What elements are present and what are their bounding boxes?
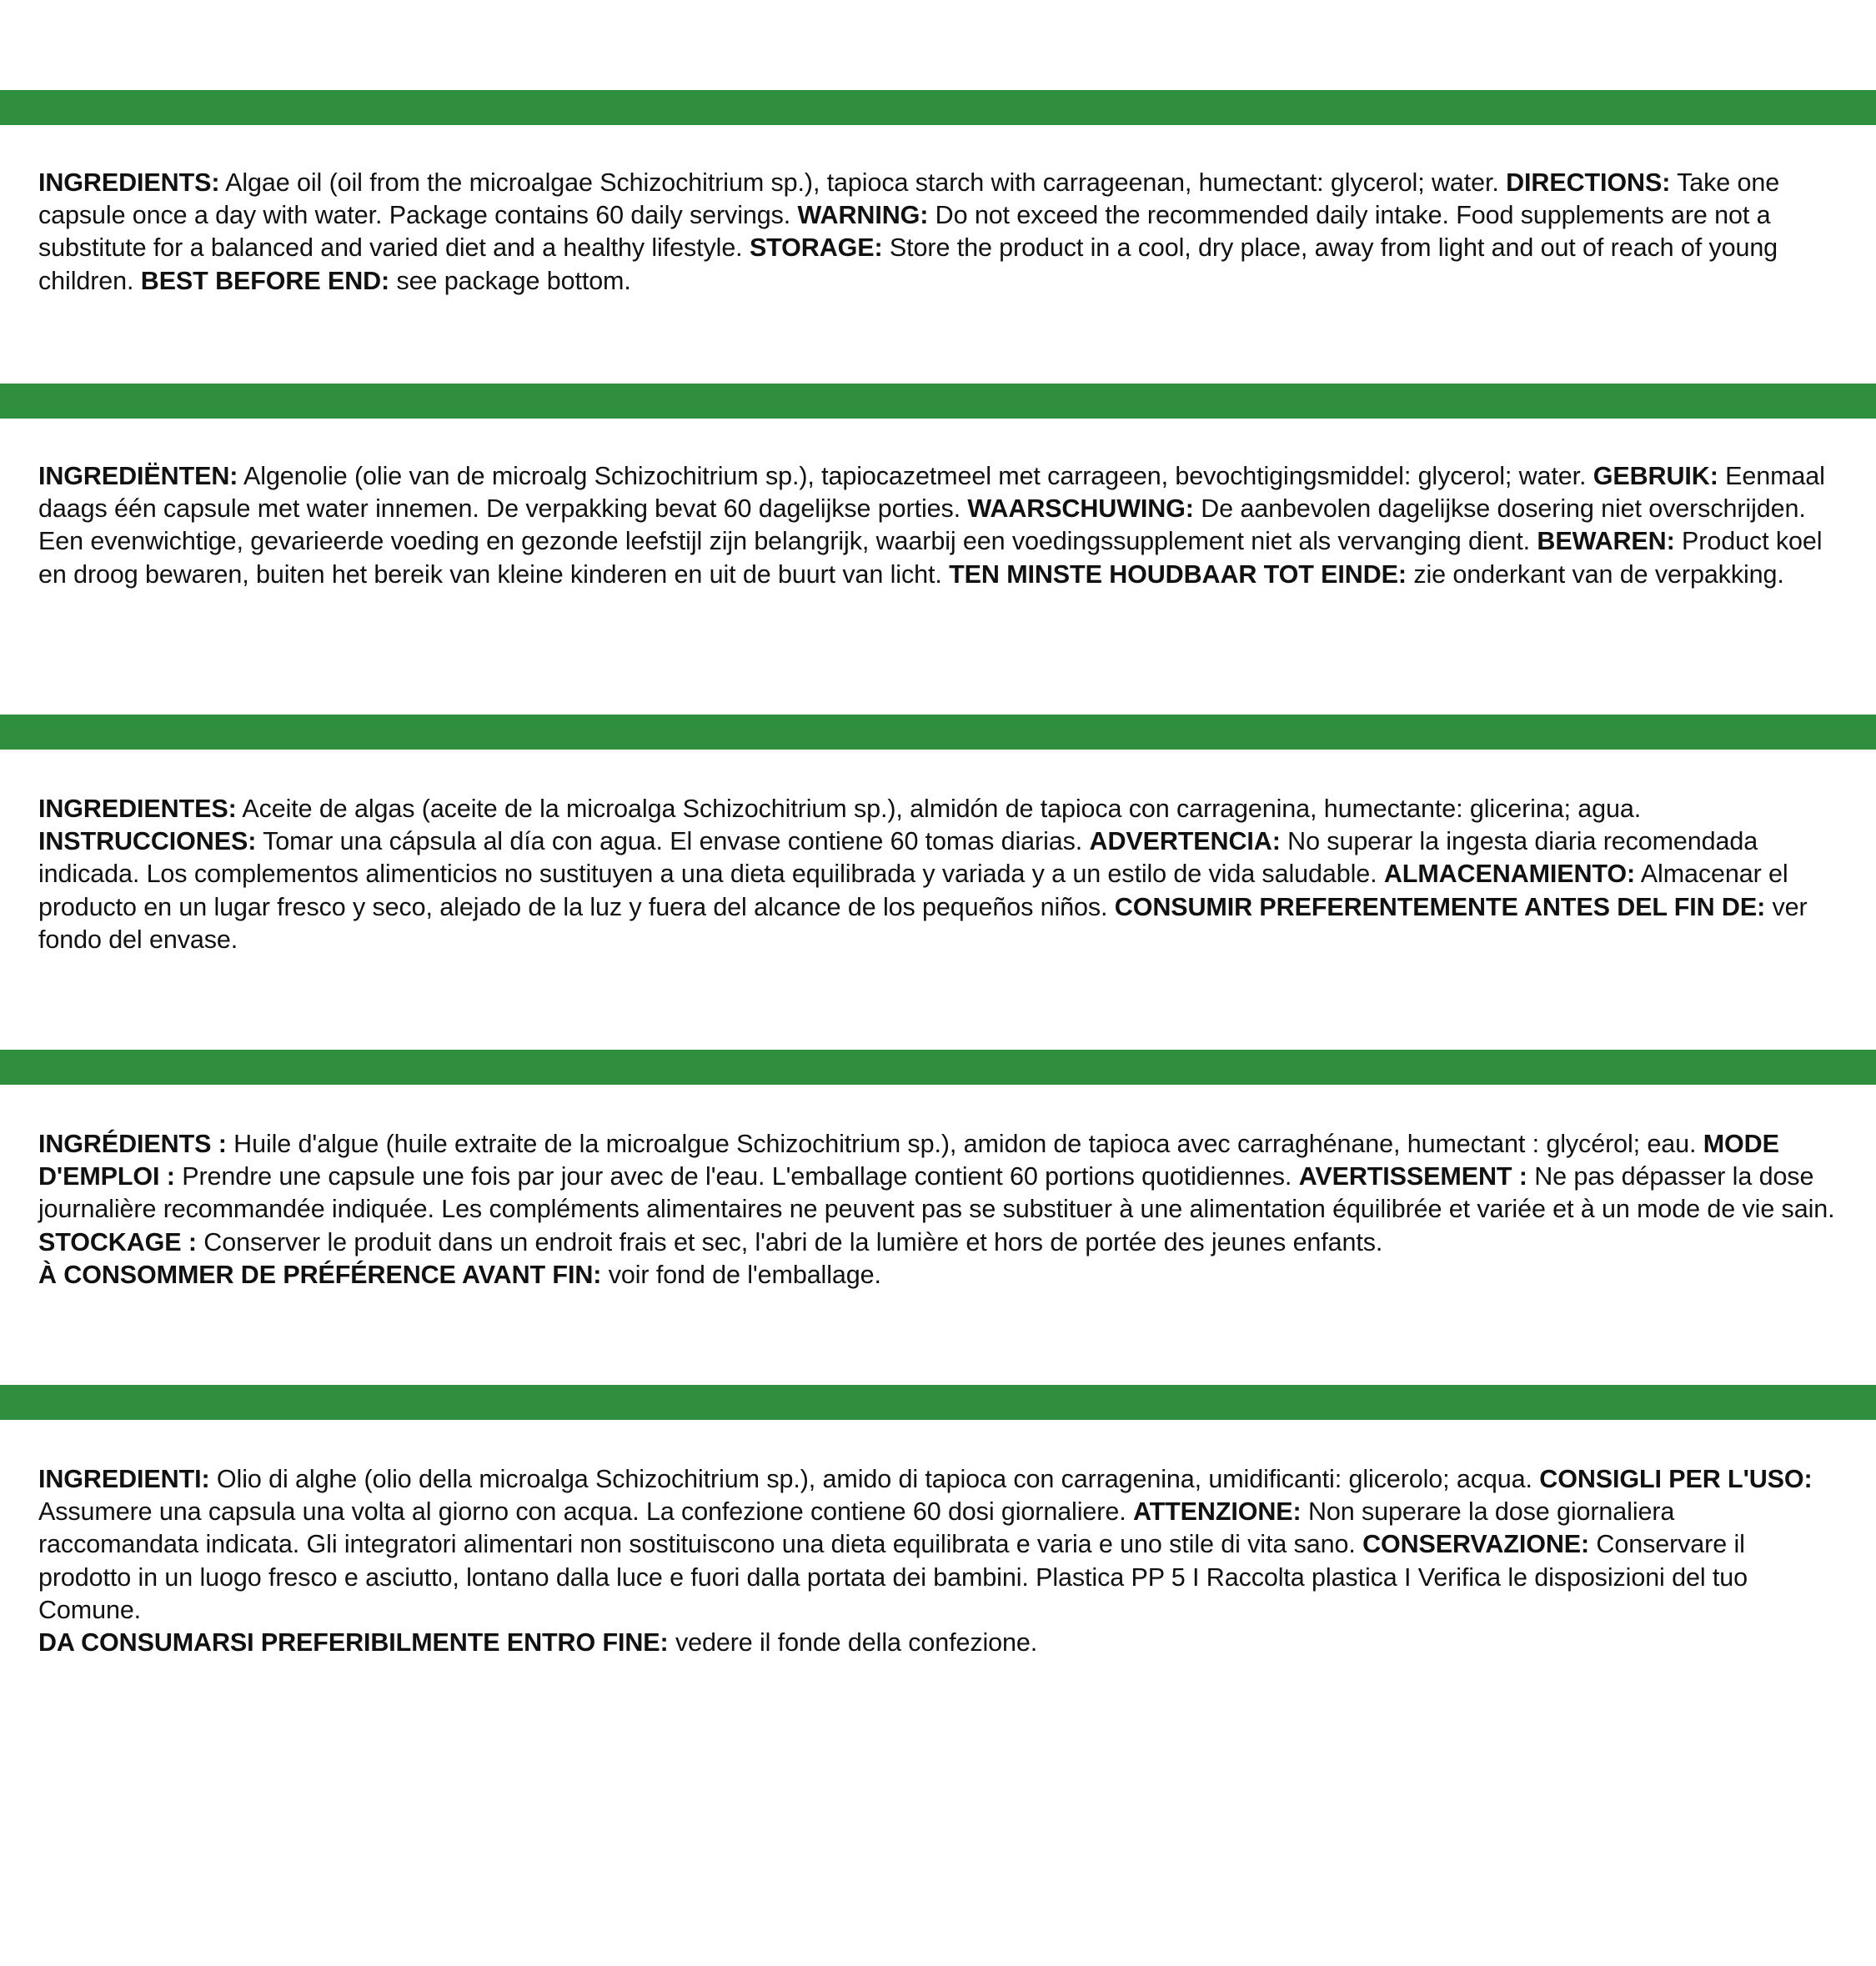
ingredients-text-english: INGREDIENTS: Algae oil (oil from the microalgae Schizochitrium sp.), tapioca starch with carrageenan, humectant: glycerol; water. DIRECTIONS: Take one capsule once a day with water. Package contains 60 daily servings. WARNING: Do not exceed the recommended daily intake. Food supplements are not a substitute for a balanced and varied diet and a healthy lifestyle. STORAGE: Store the product in a cool, dry place, away from light and out of reach of young children. BEST BEFORE END: see package bottom. [38, 168, 1780, 295]
ingredients-text-spanish: INGREDIENTES: Aceite de algas (aceite de la microalga Schizochitrium sp.), almidón de tapioca con carragenina, humectante: glicerina; agua. INSTRUCCIONES: Tomar una cápsula al día con agua. El envase contiene 60 tomas diarias. ADVERTENCIA: No superar la ingesta diaria recomendada indicada. Los complementos alimenticios no sustituyen a una dieta equilibrada y variada y a un estilo de vida saludable. ALMACENAMIENTO: Almacenar el producto en un lugar fresco y seco, alejado de la luz y fuera del alcance de los pequeños niños. CONSUMIR PREFERENTEMENTE ANTES DEL FIN DE: ver fondo del envase. [38, 795, 1808, 954]
section-english [0, 125, 1876, 384]
section-dutch [0, 419, 1876, 715]
divider-after-dutch [0, 715, 1876, 750]
divider-top [0, 90, 1876, 125]
section-spanish [0, 750, 1876, 1050]
section-italian [0, 1420, 1876, 1687]
ingredients-text-french: INGRÉDIENTS : Huile d'algue (huile extraite de la microalgue Schizochitrium sp.), amidon de tapioca avec carraghénane, humectant : glycérol; eau. MODE D'EMPLOI : Prendre une capsule une fois par jour avec de l'eau. L'emballage contient 60 portions quotidiennes. AVERTISSEMENT : Ne pas dépasser la dose journalière recommandée indiquée. Les compléments alimentaires ne peuvent pas se substituer à une alimentation équilibrée et variée et à un mode de vie sain. STOCKAGE : Conserver le produit dans un endroit frais et sec, l'abri de la lumière et hors de portée des jeunes enfants. À CONSOMMER DE PRÉFÉRENCE AVANT FIN: voir fond de l'emballage. [38, 1130, 1835, 1289]
section-french [0, 1085, 1876, 1385]
divider-after-spanish [0, 1050, 1876, 1085]
label-page [0, 90, 1876, 1966]
divider-after-english [0, 384, 1876, 419]
ingredients-text-dutch: INGREDIËNTEN: Algenolie (olie van de microalg Schizochitrium sp.), tapiocazetmeel met carrageen, bevochtigingsmiddel: glycerol; water. GEBRUIK: Eenmaal daags één capsule met water innemen. De verpakking bevat 60 dagelijkse porties. WAARSCHUWING: De aanbevolen dagelijkse dosering niet overschrijden. Een evenwichtige, gevarieerde voeding en gezonde leefstijl zijn belangrijk, waarbij een voedingssupplement niet als vervanging dient. BEWAREN: Product koel en droog bewaren, buiten het bereik van kleine kinderen en uit de buurt van licht. TEN MINSTE HOUDBAAR TOT EINDE: zie onderkant van de verpakking. [38, 462, 1825, 589]
divider-after-french [0, 1385, 1876, 1420]
ingredients-text-italian: INGREDIENTI: Olio di alghe (olio della microalga Schizochitrium sp.), amido di tapioca con carragenina, umidificanti: glicerolo; acqua. CONSIGLI PER L'USO: Assumere una capsula una volta al giorno con acqua. La confezione contiene 60 dosi giornaliere. ATTENZIONE: Non superare la dose giornaliera raccomandata indicata. Gli integratori alimentari non sostituiscono una dieta equilibrata e varia e uno stile di vita sano. CONSERVAZIONE: Conservare il prodotto in un luogo fresco e asciutto, lontano dalla luce e fuori dalla portata dei bambini. Plastica PP 5 I Raccolta plastica I Verifica le disposizioni del tuo Comune. DA CONSUMARSI PREFERIBILMENTE ENTRO FINE: vedere il fonde della confezione. [38, 1465, 1813, 1657]
